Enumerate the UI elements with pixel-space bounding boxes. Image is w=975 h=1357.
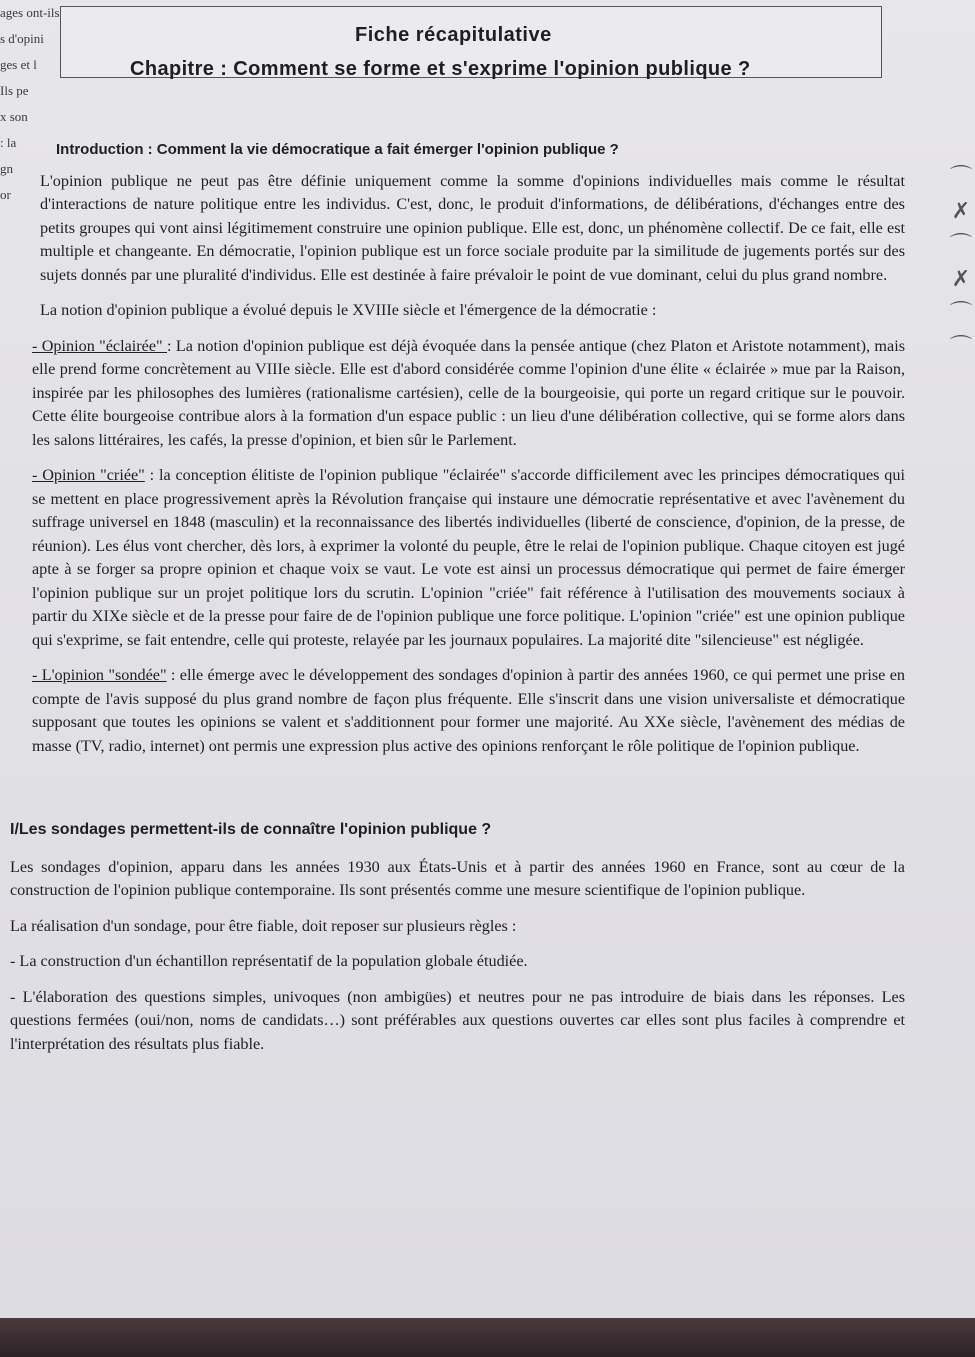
section-1-rule-1: - La construction d'un échantillon représentatif de la population globale étudiée. (10, 952, 528, 970)
section-1-paragraph-1: Les sondages d'opinion, apparu dans les années 1930 aux États-Unis et à partir des années 1960 en France, sont au cœur de la construction de l'opinion publique contemporaine. Ils sont présentés comme une mesure scientifique de l'opinion publique. (10, 857, 905, 899)
fragment-text: s d'opini (0, 31, 44, 46)
chapter-title: Chapitre : Comment se forme et s'exprime l'opinion publique ? (130, 58, 751, 80)
pencil-mark-icon: ✗ (951, 198, 971, 223)
opinion-eclairee-label: - Opinion "éclairée" (32, 336, 168, 355)
opinion-eclairee-text: : La notion d'opinion publique est déjà évoquée dans la pensée antique (chez Platon et Aristote notamment), mais elle prend forme concrètement au VIIIe siècle. Elle est d'abord considérée comme l'opinion d'une élite « éclairée » mue par la Raison, inspirée par les philosophes des lumières (rationalisme cartésien), celle de la bourgeoisie, qui porte un regard critique sur le pouvoir. Cette élite bourgeoise contribue alors à la formation d'un espace public : un lieu d'une délibération collective, qui se forme alors dans les salons littéraires, les cafés, la presse d'opinion, et bien sûr le Parlement. (32, 336, 905, 449)
pencil-mark-icon: ⌒ (949, 232, 972, 257)
opinion-sondee-label: - L'opinion "sondée" (32, 666, 167, 684)
pencil-mark-icon: ✗ (951, 266, 971, 291)
opinion-eclairee-paragraph (10, 335, 905, 453)
pencil-mark-icon: ⌒ (949, 164, 972, 189)
introduction-heading: Introduction : Comment la vie démocratique a fait émerger l'opinion publique ? (56, 141, 619, 158)
fragment-text: ages ont-ils (0, 5, 60, 20)
pencil-mark-icon: ⌒ (949, 334, 972, 359)
fragment-text: : la (0, 135, 17, 150)
fragment-text: ges et l (0, 57, 37, 72)
fragment-text: Ils pe (0, 83, 29, 98)
opinion-criee-label: - Opinion "criée" (32, 466, 145, 484)
section-1-paragraph-2: La réalisation d'un sondage, pour être fiable, doit reposer sur plusieurs règles : (10, 916, 517, 935)
section-1-rule-2: - L'élaboration des questions simples, univoques (non ambigües) et neutres pour ne pas introduire de biais dans les réponses. Les questions fermées (oui/non, noms de candidats…) sont préférables aux questions ouvertes car elles sont plus faciles à comprendre et l'interprétation des résultats plus fiable. (10, 987, 905, 1053)
margin-pencil-marks (947, 160, 975, 420)
table-surface (0, 1318, 975, 1357)
opinion-criee-paragraph (10, 464, 905, 652)
fragment-text: or (0, 187, 11, 200)
fragment-text: gn (0, 161, 13, 176)
intro-paragraph-2: La notion d'opinion publique a évolué depuis le XVIIIe siècle et l'émergence de la démocratie : (40, 301, 657, 319)
fragment-text: x son (0, 109, 28, 124)
pencil-mark-icon: ⌒ (949, 300, 972, 325)
opinion-criee-text: : la conception élitiste de l'opinion publique "éclairée" s'accorde difficilement avec les principes démocratiques qui se mettent en place progressivement après la Révolution française qui instaure une démocratie représentative et avec l'avènement du suffrage universel en 1848 (masculin) et la reconnaissance des libertés individuelles (liberté de conscience, d'opinion, de la presse, de réunion). Les élus vont chercher, dès lors, à exprimer la volonté du peuple, être le relai de l'opinion publique. Chaque citoyen est jugé apte à se forger sa propre opinion et chaque voix se vaut. Le vote est ainsi un processus démocratique qui permet de faire émerger l'opinion publique sur un projet politique lors du scrutin. L'opinion "criée" fait référence à l'utilisation des mouvements sociaux à partir du XIXe siècle et de la presse pour faire de de l'opinion publique une force politique. L'opinion "criée" est une opinion publique qui s'exprime, se fait entendre, celle qui proteste, relayée par les journaux populaires. La majorité dite "silencieuse" est négligée. (32, 466, 905, 649)
fiche-title: Fiche récapitulative (355, 24, 552, 46)
opinion-sondee-paragraph (10, 664, 905, 758)
document-body (10, 130, 905, 1068)
section-1-heading: I/Les sondages permettent-ils de connaître l'opinion publique ? (10, 821, 492, 838)
intro-paragraph-1: L'opinion publique ne peut pas être définie uniquement comme la somme d'opinions individuelles mais comme le résultat d'interactions de nature politique entre les individus. C'est, donc, le produit d'informations, de délibérations, d'échanges entre des petits groupes qui vont ainsi légitimement construire une opinion publique. Elle est, donc, un phénomène collectif. De ce fait, elle est multiple et changeante. En démocratie, l'opinion publique est un force sociale produite par la similitude de jugements portés sur des sujets donnés par une pluralité d'individus. Elle est destinée à faire prévaloir le point de vue dominant, celui du plus grand nombre. (40, 171, 905, 284)
opinion-sondee-text: : elle émerge avec le développement des sondages d'opinion à partir des années 1960, ce qui permet une prise en compte de l'avis supposé du plus grand nombre de façon plus fréquente. Elle s'inscrit dans une vision universaliste et démocratique supposant que toutes les opinions se valent et s'additionnent pour former une majorité. Au XXe siècle, l'avènement des médias de masse (TV, radio, internet) ont permis une expression plus active des opinions renforçant le rôle politique de l'opinion publique. (32, 666, 905, 755)
